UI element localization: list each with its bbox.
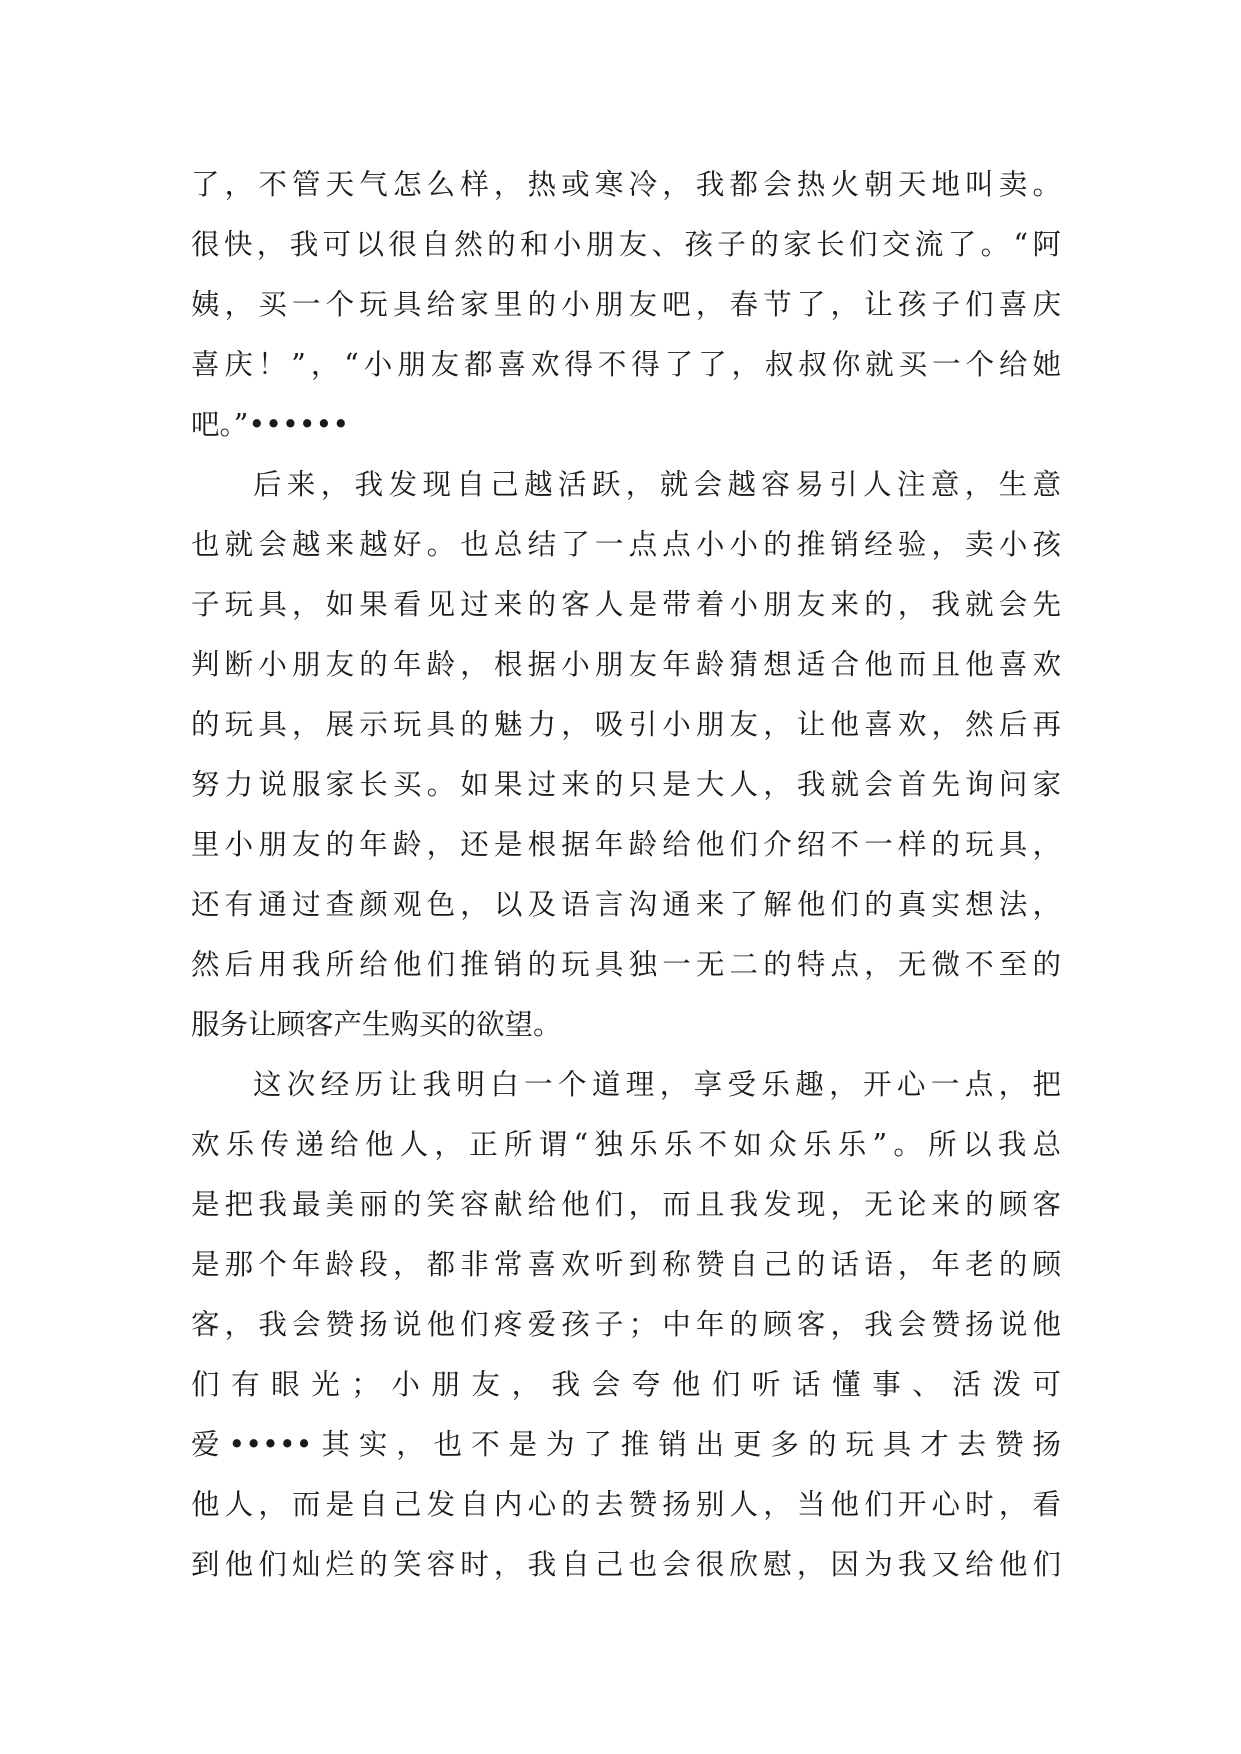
text-line: 的玩具，展示玩具的魅力，吸引小朋友，让他喜欢，然后再 bbox=[191, 708, 1061, 741]
text-line: 努力说服家长买。如果过来的只是大人，我就会首先询问家 bbox=[191, 768, 1061, 801]
text-line: 很快，我可以很自然的和小朋友、孩子的家长们交流了。“阿 bbox=[191, 228, 1061, 261]
text-line: 也就会越来越好。也总结了一点点小小的推销经验，卖小孩 bbox=[191, 528, 1061, 561]
paragraph-3 bbox=[191, 1055, 1061, 1595]
text-line: 们有眼光；小朋友，我会夸他们听话懂事、活泼可 bbox=[191, 1368, 1061, 1401]
text-line: 然后用我所给他们推销的玩具独一无二的特点，无微不至的 bbox=[191, 948, 1061, 981]
text-line: 还有通过查颜观色，以及语言沟通来了解他们的真实想法， bbox=[191, 888, 1061, 921]
text-line: 姨，买一个玩具给家里的小朋友吧，春节了，让孩子们喜庆 bbox=[191, 288, 1061, 321]
paragraph-2 bbox=[191, 455, 1061, 1055]
text-line: 到他们灿烂的笑容时，我自己也会很欣慰，因为我又给他们 bbox=[191, 1548, 1061, 1581]
text-line: 喜庆！”，“小朋友都喜欢得不得了了，叔叔你就买一个给她 bbox=[191, 348, 1061, 381]
text-line: 是把我最美丽的笑容献给他们，而且我发现，无论来的顾客 bbox=[191, 1188, 1061, 1221]
text-line: 里小朋友的年龄，还是根据年龄给他们介绍不一样的玩具， bbox=[191, 828, 1061, 861]
text-line: 客，我会赞扬说他们疼爱孩子；中年的顾客，我会赞扬说他 bbox=[191, 1308, 1061, 1341]
text-line: 他人，而是自己发自内心的去赞扬别人，当他们开心时，看 bbox=[191, 1488, 1061, 1521]
document-body bbox=[191, 155, 1061, 1595]
text-line: 了，不管天气怎么样，热或寒冷，我都会热火朝天地叫卖。 bbox=[191, 168, 1061, 201]
text-line: 吧。”•••••• bbox=[191, 408, 350, 441]
text-line: 这次经历让我明白一个道理，享受乐趣，开心一点，把 bbox=[253, 1068, 1061, 1101]
text-line: 后来，我发现自己越活跃，就会越容易引人注意，生意 bbox=[253, 468, 1061, 501]
paragraph-1 bbox=[191, 155, 1061, 455]
text-line: 欢乐传递给他人，正所谓“独乐乐不如众乐乐”。所以我总 bbox=[191, 1128, 1061, 1161]
text-line: 判断小朋友的年龄，根据小朋友年龄猜想适合他而且他喜欢 bbox=[191, 648, 1061, 681]
text-line: 爱•••••其实，也不是为了推销出更多的玩具才去赞扬 bbox=[191, 1428, 1061, 1461]
text-line: 服务让顾客产生购买的欲望。 bbox=[191, 1008, 562, 1041]
text-line: 子玩具，如果看见过来的客人是带着小朋友来的，我就会先 bbox=[191, 588, 1061, 621]
text-line: 是那个年龄段，都非常喜欢听到称赞自己的话语，年老的顾 bbox=[191, 1248, 1061, 1281]
